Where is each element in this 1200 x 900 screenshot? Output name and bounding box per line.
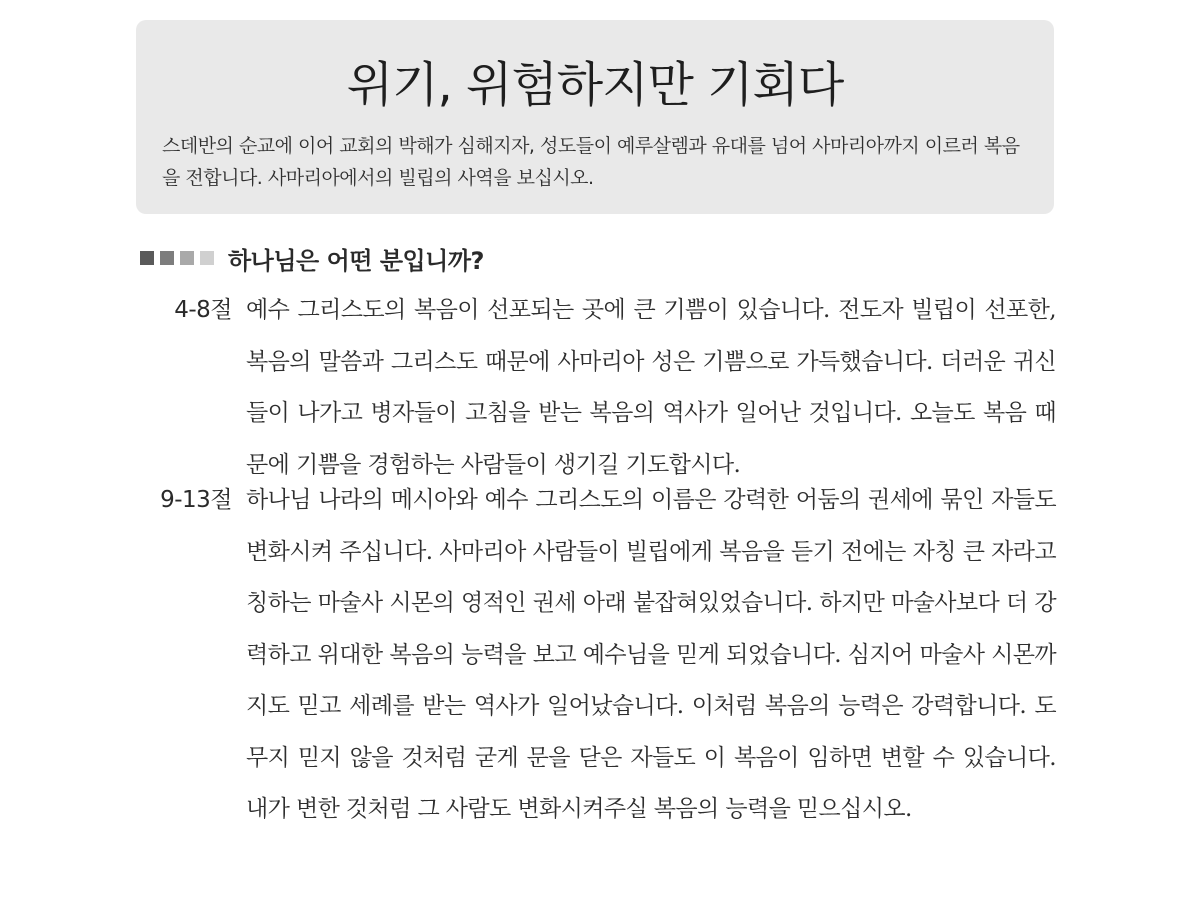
verse-label: 4-8절: [174, 297, 232, 323]
section-title: 하나님은 어떤 분입니까?: [228, 246, 484, 275]
bullet-square-icon: [140, 251, 154, 265]
intro-box: [136, 20, 1054, 214]
bullet-square-icon: [200, 251, 214, 265]
section-heading: [140, 240, 484, 276]
verse-text: 하나님 나라의 메시아와 예수 그리스도의 이름은 강력한 어둠의 권세에 묶인 자들도 변화시켜 주십니다. 사마리아 사람들이 빌립에게 복음을 듣기 전에는 자칭 큰 자라고 칭하는 마술사 시몬의 영적인 권세 아래 붙잡혀있었습니다. 하지만 마술사보다 더 강력하고 위대한 복음의 능력을 보고 예수님을 믿게 되었습니다. 심지어 마술사 시몬까지도 믿고 세례를 받는 역사가 일어났습니다. 이처럼 복음의 능력은 강력합니다. 도무지 믿지 않을 것처럼 굳게 문을 닫은 자들도 이 복음이 임하면 변할 수 있습니다. 내가 변한 것처럼 그 사람도 변화시켜주실 복음의 능력을 믿으십시오.: [246, 487, 1056, 822]
intro-paragraph: 스데반의 순교에 이어 교회의 박해가 심해지자, 성도들이 예루살렘과 유대를 넘어 사마리아까지 이르러 복음을 전합니다. 사마리아에서의 빌립의 사역을 보십시오.: [162, 135, 1020, 189]
verse-label: 9-13절: [160, 487, 232, 513]
verse-block-4-8: [140, 285, 1056, 491]
bullet-square-icon: [160, 251, 174, 265]
page-title: 위기, 위험하지만 기회다: [346, 57, 844, 113]
verse-block-9-13: [140, 475, 1056, 855]
bullet-square-icon: [180, 251, 194, 265]
verse-text: 예수 그리스도의 복음이 선포되는 곳에 큰 기쁨이 있습니다. 전도자 빌립이 선포한, 복음의 말씀과 그리스도 때문에 사마리아 성은 기쁨으로 가득했습니다. 더러운 귀신들이 나가고 병자들이 고침을 받는 복음의 역사가 일어난 것입니다. 오늘도 복음 때문에 기쁨을 경험하는 사람들이 생기길 기도합시다.: [246, 297, 1056, 478]
